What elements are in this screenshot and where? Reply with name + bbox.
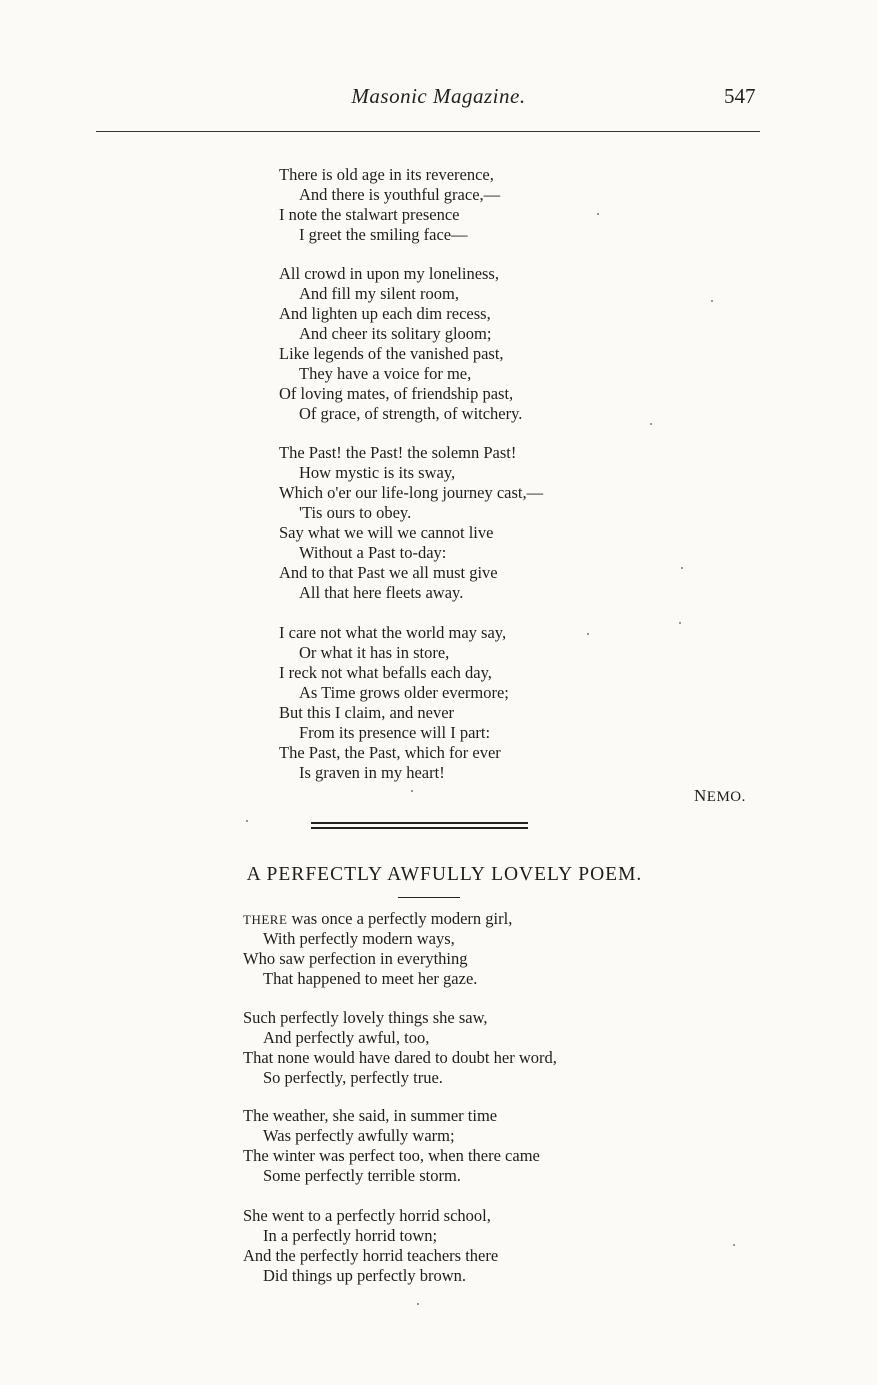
verse-line: Of grace, of strength, of witchery. bbox=[299, 404, 523, 423]
verse-line: The winter was perfect too, when there came bbox=[243, 1146, 540, 1165]
verse-line: Who saw perfection in everything bbox=[243, 949, 468, 968]
poem2-stanza-3 bbox=[243, 1106, 540, 1186]
verse-line: All crowd in upon my loneliness, bbox=[279, 264, 499, 283]
page-number: 547 bbox=[724, 84, 756, 108]
verse-line bbox=[243, 909, 512, 929]
verse-line: Some perfectly terrible storm. bbox=[263, 1166, 461, 1185]
verse-line-text: was once a perfectly modern girl, bbox=[287, 909, 513, 928]
verse-line: There is old age in its reverence, bbox=[279, 165, 494, 184]
paper-speck bbox=[650, 423, 652, 425]
verse-line: Did things up perfectly brown. bbox=[263, 1266, 467, 1285]
verse-line: And there is youthful grace,— bbox=[299, 185, 501, 204]
title-rule bbox=[398, 897, 460, 898]
header-rule bbox=[96, 131, 760, 132]
verse-line: With perfectly modern ways, bbox=[263, 929, 455, 948]
verse-line: In a perfectly horrid town; bbox=[263, 1226, 438, 1245]
paper-speck bbox=[411, 790, 413, 792]
signature-initial: N bbox=[694, 786, 707, 805]
verse-line: Was perfectly awfully warm; bbox=[263, 1126, 455, 1145]
author-signature bbox=[694, 786, 746, 806]
signature-rest: EMO. bbox=[706, 789, 746, 805]
verse-line: And the perfectly horrid teachers there bbox=[243, 1246, 499, 1265]
verse-line: The Past, the Past, which for ever bbox=[279, 743, 501, 762]
verse-line: Like legends of the vanished past, bbox=[279, 344, 504, 363]
verse-line: But this I claim, and never bbox=[279, 703, 455, 722]
verse-line: As Time grows older evermore; bbox=[299, 683, 509, 702]
paper-speck bbox=[246, 820, 248, 822]
verse-line: Is graven in my heart! bbox=[299, 763, 445, 782]
running-header-title: Masonic Magazine. bbox=[351, 84, 526, 108]
verse-line: And to that Past we all must give bbox=[279, 563, 498, 582]
poem2-stanza-2 bbox=[243, 1008, 557, 1088]
verse-line: And fill my silent room, bbox=[299, 284, 459, 303]
drop-word: THERE bbox=[243, 912, 288, 927]
verse-line: And lighten up each dim recess, bbox=[279, 304, 491, 323]
poem1-stanza-2 bbox=[279, 264, 522, 424]
verse-line: She went to a perfectly horrid school, bbox=[243, 1206, 491, 1225]
verse-line: The Past! the Past! the solemn Past! bbox=[279, 443, 517, 462]
verse-line: How mystic is its sway, bbox=[299, 463, 456, 482]
verse-line: Which o'er our life-long journey cast,— bbox=[279, 483, 544, 502]
verse-line: So perfectly, perfectly true. bbox=[263, 1068, 443, 1087]
verse-line: That none would have dared to doubt her word, bbox=[243, 1048, 557, 1067]
section-divider-top bbox=[311, 822, 528, 824]
verse-line: I reck not what befalls each day, bbox=[279, 663, 492, 682]
verse-line: And cheer its solitary gloom; bbox=[299, 324, 492, 343]
poem2-stanza-4 bbox=[243, 1206, 498, 1286]
section-divider-bottom bbox=[311, 827, 528, 829]
verse-line: Without a Past to-day: bbox=[299, 543, 447, 562]
verse-line: Such perfectly lovely things she saw, bbox=[243, 1008, 488, 1027]
verse-line: Say what we will we cannot live bbox=[279, 523, 494, 542]
poem1-stanza-3 bbox=[279, 443, 543, 603]
verse-line: I note the stalwart presence bbox=[279, 205, 460, 224]
paper-speck bbox=[679, 622, 681, 624]
verse-line: They have a voice for me, bbox=[299, 364, 472, 383]
paper-speck bbox=[681, 567, 683, 569]
verse-line: I greet the smiling face— bbox=[299, 225, 468, 244]
poem-title: A PERFECTLY AWFULLY LOVELY POEM. bbox=[246, 864, 643, 885]
verse-line: And perfectly awful, too, bbox=[263, 1028, 430, 1047]
poem1-stanza-1 bbox=[279, 165, 500, 245]
poem2-stanza-1 bbox=[243, 909, 512, 989]
paper-speck bbox=[711, 300, 713, 302]
verse-line: I care not what the world may say, bbox=[279, 623, 507, 642]
verse-line: From its presence will I part: bbox=[299, 723, 491, 742]
verse-line: Or what it has in store, bbox=[299, 643, 450, 662]
verse-line: 'Tis ours to obey. bbox=[299, 503, 412, 522]
verse-line: That happened to meet her gaze. bbox=[263, 969, 478, 988]
verse-line: The weather, she said, in summer time bbox=[243, 1106, 498, 1125]
paper-speck bbox=[733, 1244, 735, 1246]
poem1-stanza-4 bbox=[279, 623, 509, 783]
paper-speck bbox=[587, 633, 589, 635]
verse-line: All that here fleets away. bbox=[299, 583, 464, 602]
paper-speck bbox=[417, 1303, 419, 1305]
paper-speck bbox=[597, 213, 599, 215]
verse-line: Of loving mates, of friendship past, bbox=[279, 384, 514, 403]
